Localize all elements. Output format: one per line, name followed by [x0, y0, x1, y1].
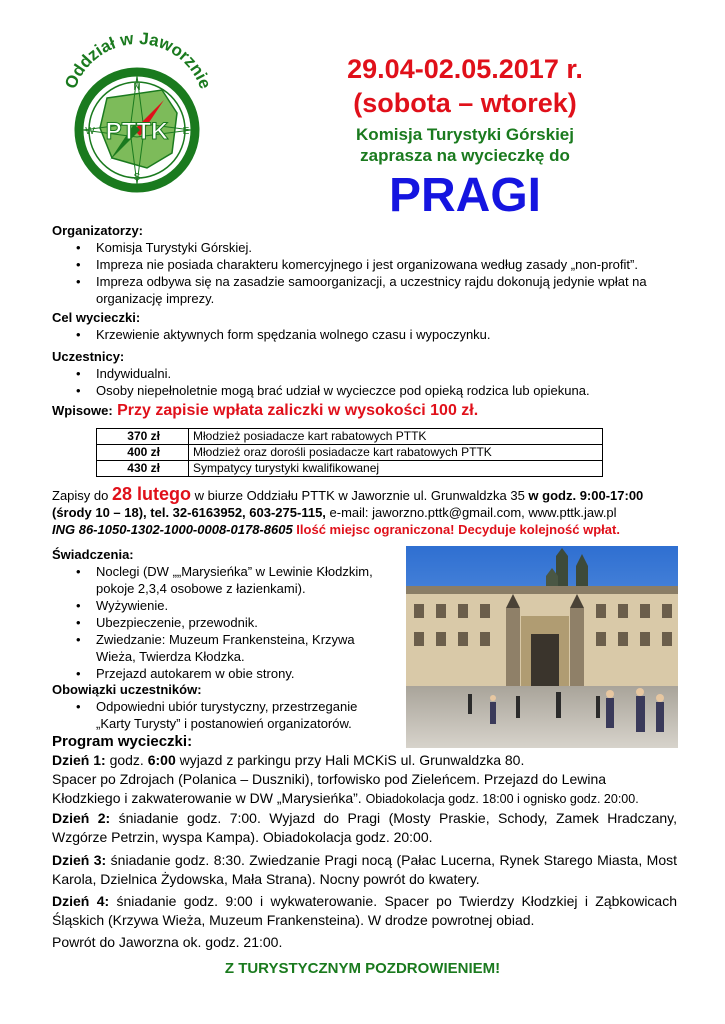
pttk-logo: [52, 18, 222, 203]
program-heading: Program wycieczki:: [52, 733, 193, 750]
fees-table: [96, 428, 603, 477]
event-days: (sobota – wtorek): [353, 88, 577, 118]
program-day-2: Dzień 2: śniadanie godz. 7:00. Wyjazd do Pragi (Mosty Praskie, Schody, Zamek Hradczany, Wzgórze Petrzin, wyspa Kampa). Obiadokolacja godz. 20:00.: [52, 810, 677, 845]
limit-note: Ilość miejsc ograniczona! Decyduje kolejność wpłat.: [292, 522, 620, 537]
closing-greeting: Z TURYSTYCZNYM POZDROWIENIEM!: [224, 960, 501, 977]
header-subtitle-2: zaprasza na wycieczkę do: [360, 146, 570, 165]
logo-center-text: PTTK: [105, 118, 169, 145]
fees-note: Przy zapisie wpłata zaliczki w wysokości 100 zł.: [117, 402, 479, 419]
svg-text:W: W: [85, 126, 95, 137]
list-item: • Impreza odbywa się na zasadzie samoorganizacji, a uczestnicy rajdu dokonują jedynie wpłat na organizację imprezy.: [52, 273, 672, 307]
list-item: • Osoby niepełnoletnie mogą brać udział w wycieczce pod opieką rodzica lub opiekuna.: [52, 382, 672, 399]
services-list: [52, 563, 392, 682]
list-item: • Wyżywienie.: [52, 597, 392, 614]
fee-desc: Młodzież posiadacze kart rabatowych PTTK: [189, 429, 603, 445]
fees-label: Wpisowe:: [52, 403, 113, 418]
logo-arc-text: Oddział w Jaworznie: [61, 28, 215, 92]
registration-info: Zapisy do 28 lutego w biurze Oddziału PTTK w Jaworznie ul. Grunwaldzka 35 w godz. 9:00-17:00 (środy 10 – 18), tel. 32-6163952, 603-275-115, e-mail: jaworzno.pttk@gmail.com, www.pttk.jaw.pl ING 86-1050-1302-1000-0008-0178-8605 Ilość miejsc ograniczona! Decyduje kolejność wpłat.: [52, 484, 644, 537]
table-row: [97, 461, 603, 477]
list-item: • Noclegi (DW „„Marysieńka” w Lewinie Kłodzkim, pokoje 2,3,4 osobowe z łazienkami).: [52, 563, 392, 597]
table-row: [97, 445, 603, 461]
list-item: • Indywidualni.: [52, 365, 672, 382]
participants-list: [52, 365, 672, 399]
list-item: • Zwiedzanie: Muzeum Frankensteina, Krzywa Wieża, Twierdza Kłodzka.: [52, 631, 392, 665]
duties-heading: Obowiązki uczestników:: [52, 682, 202, 697]
fees-line: [52, 402, 478, 420]
program-day-4: Dzień 4: śniadanie godz. 9:00 i wykwaterowanie. Spacer po Twierdzy Kłodzkiej i Ząbkowicach Śląskich (Krzywa Wieża, Muzeum Frankensteina). W drodze powrotnej obiad.: [52, 893, 677, 928]
goal-heading: Cel wycieczki:: [52, 310, 141, 325]
fee-desc: Sympatycy turystyki kwalifikowanej: [189, 461, 603, 477]
list-item: • Komisja Turystyki Górskiej.: [52, 239, 672, 256]
list-item: • Ubezpieczenie, przewodnik.: [52, 614, 392, 631]
destination-title: PRAGI: [388, 169, 541, 222]
svg-text:S: S: [133, 172, 141, 183]
list-item: • Przejazd autokarem w obie strony.: [52, 665, 392, 682]
registration-deadline: 28 lutego: [111, 484, 191, 504]
fee-price: 430 zł: [97, 461, 189, 477]
list-item: • Impreza nie posiada charakteru komercyjnego i jest organizowana według zasady „non-profit”.: [52, 256, 672, 273]
fee-price: 370 zł: [97, 429, 189, 445]
services-heading: Świadczenia:: [52, 547, 134, 562]
organizers-list: [52, 239, 672, 307]
program-return: Powrót do Jaworzna ok. godz. 21:00.: [52, 934, 283, 950]
svg-text:N: N: [133, 82, 141, 93]
fee-desc: Młodzież oraz dorośli posiadacze kart rabatowych PTTK: [189, 445, 603, 461]
duties-list: [52, 698, 392, 732]
list-item: • Krzewienie aktywnych form spędzania wolnego czasu i wypoczynku.: [52, 326, 672, 343]
list-item: • Odpowiedni ubiór turystyczny, przestrzeganie „Karty Turysty” i postanowień organizatorów.: [52, 698, 392, 732]
svg-text:E: E: [182, 126, 190, 137]
fee-price: 400 zł: [97, 445, 189, 461]
prague-castle-photo: [406, 546, 678, 748]
program-day-1: Dzień 1: godz. 6:00 wyjazd z parkingu przy Hali MCKiS ul. Grunwaldzka 80. Spacer po Zdrojach (Polanica – Duszniki), torfowisko pod Zieleńcem. Przejazd do Lewina Kłodzkiego i zakwaterowanie w DW „Marysieńka”. Obiadokolacja godz. 18:00 i ognisko godz. 20:00.: [52, 752, 639, 806]
organizers-heading: Organizatorzy:: [52, 223, 144, 238]
event-dates: 29.04-02.05.2017 r.: [347, 54, 583, 84]
header-subtitle-1: Komisja Turystyki Górskiej: [356, 125, 574, 144]
table-row: [97, 429, 603, 445]
program-day-3: Dzień 3: śniadanie godz. 8:30. Zwiedzanie Pragi nocą (Pałac Lucerna, Rynek Starego Miasta, Most Karola, Dzielnica Żydowska, Mała Strana). Nocny powrót do kwatery.: [52, 852, 677, 887]
goal-list: [52, 326, 672, 343]
bank-account: ING 86-1050-1302-1000-0008-0178-8605: [52, 522, 293, 537]
participants-heading: Uczestnicy:: [52, 349, 125, 364]
